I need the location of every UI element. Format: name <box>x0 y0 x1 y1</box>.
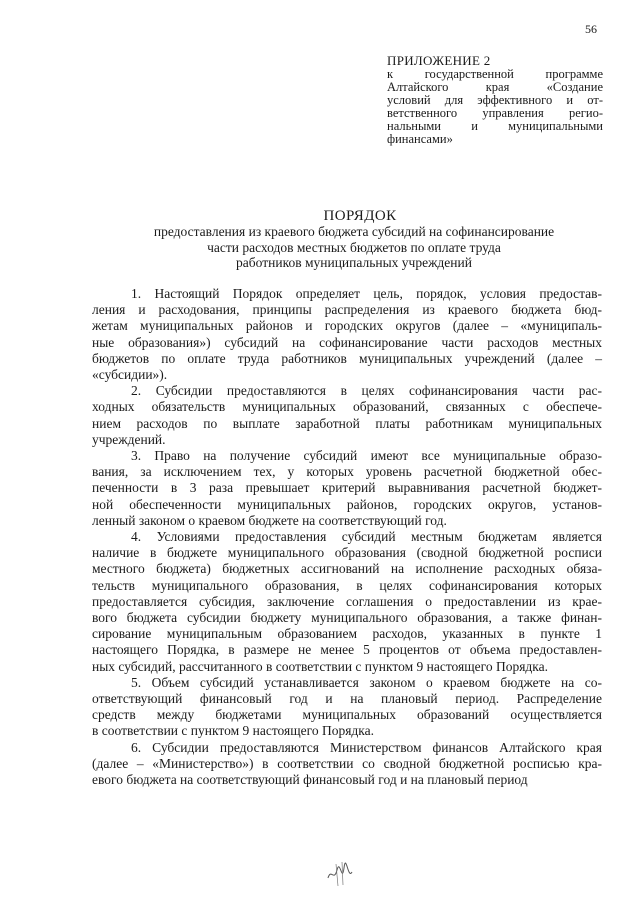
document-subtitle <box>88 224 620 271</box>
paragraph-line: евого бюджета на соответствующий финансовый год и на плановый период <box>92 772 528 788</box>
paragraph-line: ответствующий финансовый год и на плановый период. Распределение <box>92 691 602 707</box>
paragraph <box>92 529 602 675</box>
paragraph-line: ные образования») субсидий на софинансирование части расходов местных <box>92 334 602 350</box>
page-number: 56 <box>585 22 597 36</box>
appendix-line: финансами» <box>387 133 453 146</box>
document-title: ПОРЯДОК <box>323 208 397 224</box>
paragraph-line: учреждений. <box>92 431 166 447</box>
subtitle-line: работников муниципальных учреждений <box>236 255 472 270</box>
paragraph-line: 6. Субсидии предоставляются Министерством финансов Алтайского края <box>131 739 602 755</box>
appendix-line: к государственной программе <box>387 68 603 81</box>
paragraph-line: ной обеспеченности муниципальных районов, городских округов, установ- <box>92 496 602 512</box>
paragraph <box>92 286 602 383</box>
paragraph-line: вания, за исключением тех, у которых уровень расчетной бюджетной обес- <box>92 464 602 480</box>
paragraph-line: вого бюджета субсидии бюджету муниципального образования, а также финан- <box>92 610 602 626</box>
paragraph-line: в соответствии с пунктом 9 настоящего Порядка. <box>92 723 375 739</box>
paragraph <box>92 675 602 740</box>
appendix-block <box>387 54 603 146</box>
paragraph-line: (далее – «Министерство») в соответствии со сводной бюджетной росписью кра- <box>92 755 602 771</box>
paragraph-line: сирование муниципальным образованием расходов, указанных в пункте 1 <box>92 626 602 642</box>
paragraph-line: наличие в бюджете муниципального образования (сводной бюджетной росписи <box>92 545 602 561</box>
paragraph-line: 5. Объем субсидий устанавливается законом о краевом бюджете на со- <box>131 674 602 690</box>
paragraph-line: средств между бюджетами муниципальных образований осуществляется <box>92 707 602 723</box>
paragraph-line: жетам муниципальных районов и городских округов (далее – «муниципаль- <box>92 318 602 334</box>
paragraph-line: нием расходов по выплате заработной платы работникам муниципальных <box>92 415 602 431</box>
appendix-line: Алтайского края «Создание <box>387 81 603 94</box>
paragraph-line: ных субсидий, рассчитанного в соответствии с пунктом 9 настоящего Порядка. <box>92 658 549 674</box>
paragraph-line: печенности в 3 раза превышает критерий выравнивания расчетной бюджет- <box>92 480 602 496</box>
appendix-line: условий для эффективного и от- <box>387 94 603 107</box>
subtitle-line: предоставления из краевого бюджета субсидий на софинансирование <box>153 224 555 239</box>
paragraph-line: бюджетов по оплате труда работников муниципальных учреждений (далее – <box>92 350 602 366</box>
appendix-line: ветственного управления регио- <box>387 107 603 120</box>
signature-mark-icon <box>322 858 362 888</box>
paragraph-line: «субсидии»). <box>92 367 168 383</box>
paragraph-line: 1. Настоящий Порядок определяет цель, порядок, условия предостав- <box>131 286 602 301</box>
paragraph-line: 2. Субсидии предоставляются в целях софинансирования части рас- <box>131 383 602 399</box>
paragraph-line: настоящего Порядка, в размере не менее 5 процентов от объема предоставлен- <box>92 642 602 658</box>
document-body <box>92 286 602 788</box>
paragraph-line: местного бюджета) бюджетных ассигнований на исполнение расходных обяза- <box>92 561 602 577</box>
paragraph <box>92 383 602 448</box>
subtitle-line: части расходов местных бюджетов по оплате труда <box>207 239 501 255</box>
paragraph-line: ления и расходования, принципы распределения из краевого бюджета бюд- <box>92 302 602 318</box>
paragraph-line: предоставляется субсидия, заключение соглашения о предоставлении из крае- <box>92 593 602 609</box>
paragraph-line: ленный законом о краевом бюджете на соответствующий год. <box>92 512 447 528</box>
appendix-heading: ПРИЛОЖЕНИЕ 2 <box>387 53 491 68</box>
paragraph-line: ходных обязательств муниципальных образований, связанных с обеспече- <box>92 399 602 415</box>
paragraph-line: 4. Условиями предоставления субсидий местным бюджетам является <box>131 529 602 545</box>
paragraph-line: 3. Право на получение субсидий имеют все муниципальные образо- <box>131 448 602 464</box>
paragraph-line: тельств муниципального образования, в целях софинансирования которых <box>92 577 602 593</box>
paragraph <box>92 448 602 529</box>
paragraph <box>92 740 602 789</box>
appendix-line: нальными и муниципальными <box>387 120 603 133</box>
